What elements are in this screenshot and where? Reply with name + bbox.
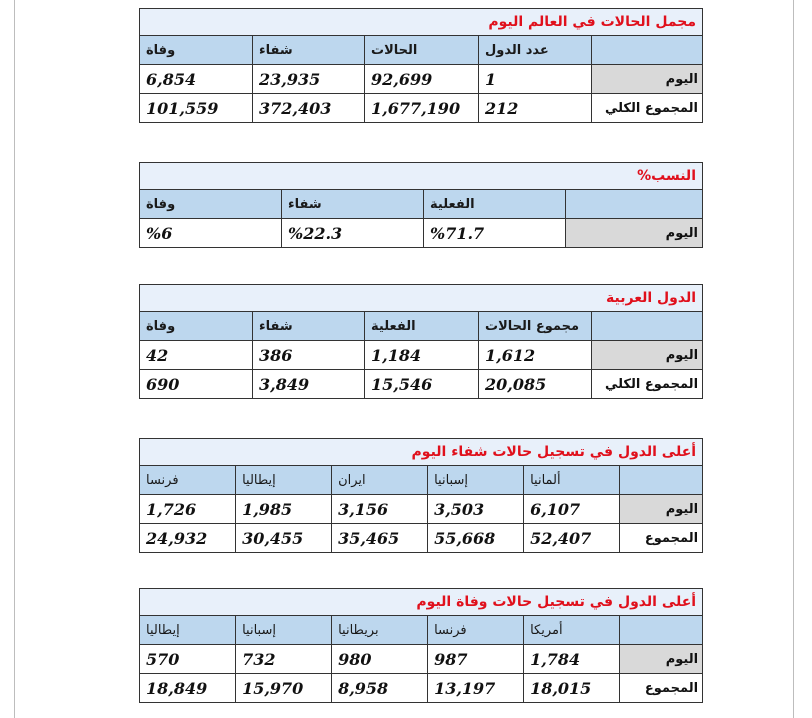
cell-value: 15,970 bbox=[236, 674, 332, 703]
header-recovered: شفاء bbox=[282, 190, 424, 219]
cell-value: %6 bbox=[140, 219, 282, 248]
header-total-cases: مجموع الحالات bbox=[479, 312, 592, 341]
cell-value: 1,985 bbox=[236, 495, 332, 524]
cell-value: 52,407 bbox=[524, 524, 620, 553]
cell-value: 18,849 bbox=[140, 674, 236, 703]
header-countries: عدد الدول bbox=[479, 36, 592, 65]
deaths-table-title: أعلى الدول في تسجيل حالات وفاة اليوم bbox=[140, 589, 703, 616]
cell-value: 92,699 bbox=[365, 65, 479, 94]
header-country: ايران bbox=[332, 466, 428, 495]
header-recovered: شفاء bbox=[253, 36, 365, 65]
header-country: إسبانيا bbox=[428, 466, 524, 495]
cell-value: 24,932 bbox=[140, 524, 236, 553]
cell-value: 1,677,190 bbox=[365, 94, 479, 123]
cell-value: 3,156 bbox=[332, 495, 428, 524]
cell-value: 690 bbox=[140, 370, 253, 399]
header-country: فرنسا bbox=[428, 616, 524, 645]
cell-value: 1,726 bbox=[140, 495, 236, 524]
cell-value: 8,958 bbox=[332, 674, 428, 703]
header-deaths: وفاة bbox=[140, 36, 253, 65]
header-country: إيطاليا bbox=[140, 616, 236, 645]
header-cases: الحالات bbox=[365, 36, 479, 65]
arab-countries-table bbox=[139, 284, 703, 399]
cell-value: 15,546 bbox=[365, 370, 479, 399]
world-table-title: مجمل الحالات في العالم اليوم bbox=[140, 9, 703, 36]
row-label: اليوم bbox=[566, 219, 703, 248]
cell-value: 20,085 bbox=[479, 370, 592, 399]
header-corner bbox=[592, 36, 703, 65]
cell-value: 1 bbox=[479, 65, 592, 94]
recovery-table-title: أعلى الدول في تسجيل حالات شفاء اليوم bbox=[140, 439, 703, 466]
cell-value: 55,668 bbox=[428, 524, 524, 553]
cell-value: 6,854 bbox=[140, 65, 253, 94]
cell-value: 13,197 bbox=[428, 674, 524, 703]
header-country: بريطانيا bbox=[332, 616, 428, 645]
cell-value: 42 bbox=[140, 341, 253, 370]
table-row bbox=[140, 219, 703, 248]
header-corner bbox=[620, 466, 703, 495]
header-recovered: شفاء bbox=[253, 312, 365, 341]
cell-value: 570 bbox=[140, 645, 236, 674]
header-deaths: وفاة bbox=[140, 190, 282, 219]
table-row bbox=[140, 65, 703, 94]
table-row bbox=[140, 645, 703, 674]
table-row bbox=[140, 94, 703, 123]
cell-value: 732 bbox=[236, 645, 332, 674]
cell-value: %22.3 bbox=[282, 219, 424, 248]
row-label: اليوم bbox=[620, 645, 703, 674]
header-country: أمريكا bbox=[524, 616, 620, 645]
row-label: المجموع bbox=[620, 524, 703, 553]
world-cases-table bbox=[139, 8, 703, 123]
cell-value: 23,935 bbox=[253, 65, 365, 94]
ratios-table bbox=[139, 162, 703, 248]
ratios-table-title: النسب% bbox=[140, 163, 703, 190]
row-label: المجموع bbox=[620, 674, 703, 703]
cell-value: 386 bbox=[253, 341, 365, 370]
header-corner bbox=[620, 616, 703, 645]
table-row bbox=[140, 674, 703, 703]
cell-value: 212 bbox=[479, 94, 592, 123]
header-deaths: وفاة bbox=[140, 312, 253, 341]
row-label: المجموع الكلي bbox=[592, 94, 703, 123]
row-label: المجموع الكلي bbox=[592, 370, 703, 399]
top-deaths-table bbox=[139, 588, 703, 703]
cell-value: 3,849 bbox=[253, 370, 365, 399]
arab-table-title: الدول العربية bbox=[140, 285, 703, 312]
cell-value: 1,612 bbox=[479, 341, 592, 370]
table-row bbox=[140, 370, 703, 399]
cell-value: 980 bbox=[332, 645, 428, 674]
header-active: الفعلية bbox=[365, 312, 479, 341]
table-row bbox=[140, 524, 703, 553]
header-country: إسبانيا bbox=[236, 616, 332, 645]
cell-value: 101,559 bbox=[140, 94, 253, 123]
cell-value: 30,455 bbox=[236, 524, 332, 553]
cell-value: 35,465 bbox=[332, 524, 428, 553]
top-recovery-table bbox=[139, 438, 703, 553]
header-active: الفعلية bbox=[424, 190, 566, 219]
cell-value: 1,784 bbox=[524, 645, 620, 674]
header-corner bbox=[566, 190, 703, 219]
table-row bbox=[140, 341, 703, 370]
cell-value: 3,503 bbox=[428, 495, 524, 524]
header-country: إيطاليا bbox=[236, 466, 332, 495]
row-label: اليوم bbox=[592, 341, 703, 370]
cell-value: 18,015 bbox=[524, 674, 620, 703]
cell-value: 372,403 bbox=[253, 94, 365, 123]
row-label: اليوم bbox=[620, 495, 703, 524]
table-row bbox=[140, 495, 703, 524]
cell-value: 987 bbox=[428, 645, 524, 674]
cell-value: %71.7 bbox=[424, 219, 566, 248]
document-page bbox=[14, 0, 794, 718]
cell-value: 6,107 bbox=[524, 495, 620, 524]
cell-value: 1,184 bbox=[365, 341, 479, 370]
row-label: اليوم bbox=[592, 65, 703, 94]
header-country: ألمانيا bbox=[524, 466, 620, 495]
header-country: فرنسا bbox=[140, 466, 236, 495]
header-corner bbox=[592, 312, 703, 341]
